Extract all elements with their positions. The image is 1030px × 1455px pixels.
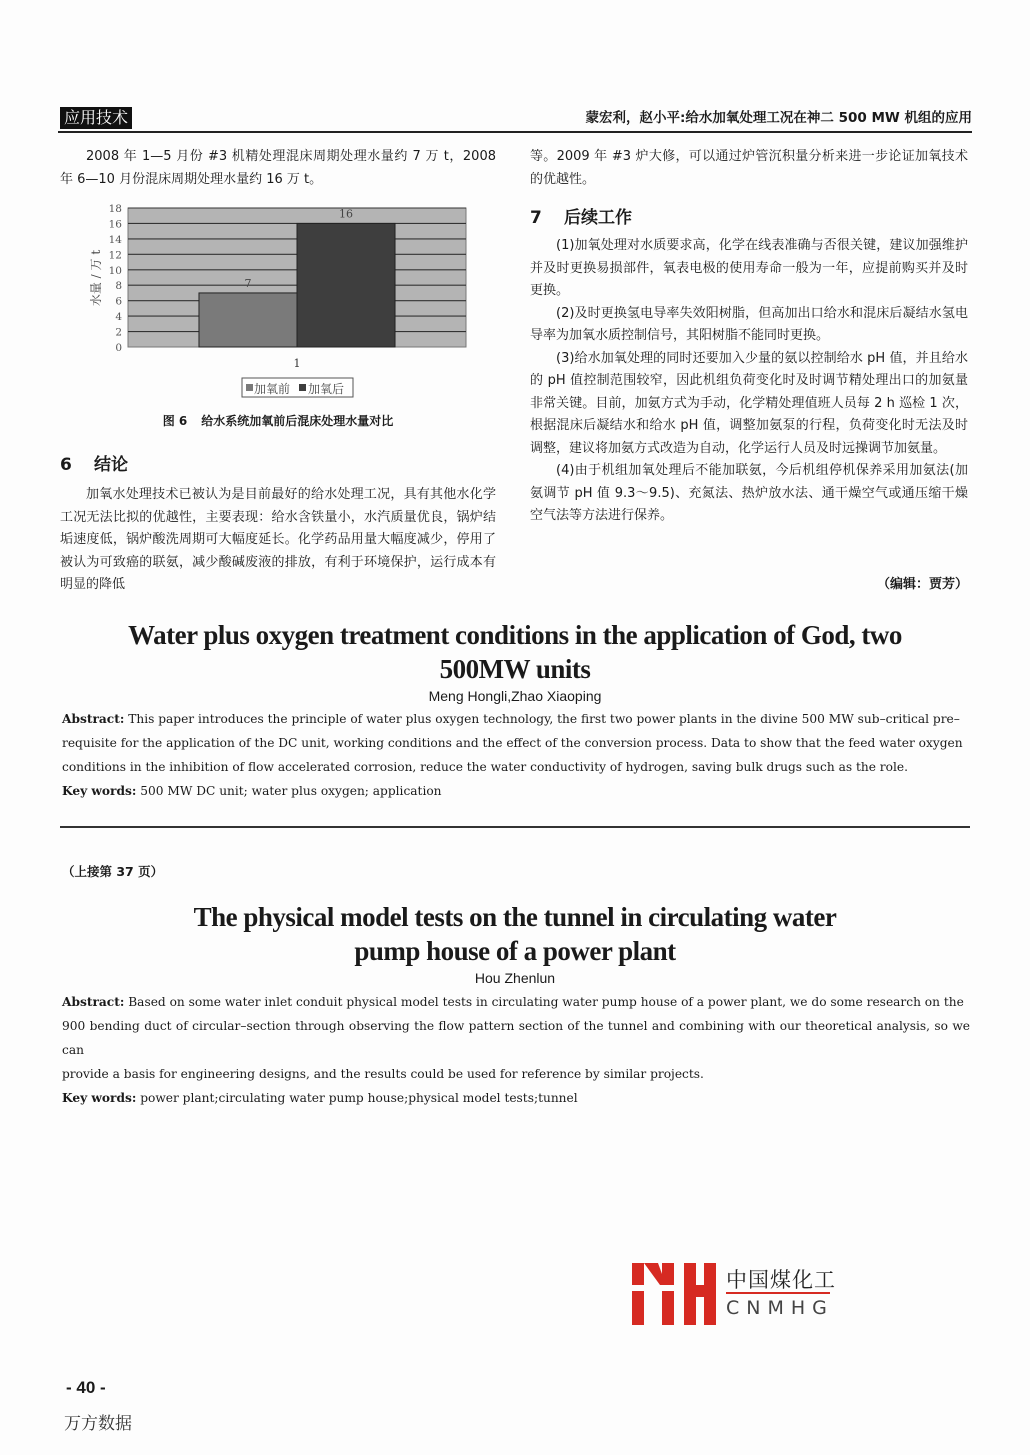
bar-data-label: 7: [244, 276, 252, 290]
continued-paragraph: 等。2009 年 #3 炉大修，可以通过炉管沉积量分析来进一步论证加氧技术的优越性。: [530, 149, 968, 187]
title-line: The physical model tests on the tunnel in circulating water: [193, 902, 837, 932]
followup-item: (1)加氧处理对水质要求高，化学在线表准确与否很关键，建议加强维护并及时更换易损部件，氧表电极的使用寿命一般为一年，应提前购买并及时更换。: [530, 238, 968, 298]
y-tick-label: 8: [115, 280, 122, 293]
section-tag: 应用技术: [60, 107, 132, 129]
keywords: power plant;circulating water pump house;physical model tests;tunnel: [140, 1091, 578, 1105]
figure-title: 给水系统加氧前后混床处理水量对比: [201, 414, 394, 428]
abstract-line: provide a basis for engineering designs, and the results could be used for reference by similar projects.: [62, 1067, 704, 1081]
section-7-heading: [530, 203, 968, 228]
keywords-label: Key words:: [62, 784, 137, 798]
abstract-line: Based on some water inlet conduit physical model tests in circulating water pump house of a power plant, we do some research on the: [128, 995, 964, 1009]
bar-before: [199, 293, 297, 347]
legend-swatch-after: [299, 384, 306, 391]
bar-chart: [70, 198, 490, 408]
logo-en-text: CNMHG: [726, 1297, 834, 1319]
english-authors-1: Meng Hongli,Zhao Xiaoping: [428, 688, 602, 704]
abstract-line: conditions in the inhibition of flow accelerated corrosion, reduce the water conductivity of hydrogen, saving bulk drugs such as the role.: [62, 760, 908, 774]
y-tick-label: 12: [108, 249, 122, 262]
bar-after: [297, 223, 395, 347]
legend-swatch-before: [246, 384, 253, 391]
logo-cn-text: 中国煤化工: [726, 1268, 836, 1292]
y-tick-label: 18: [108, 203, 122, 215]
section-title: 结论: [94, 455, 128, 475]
keywords: 500 MW DC unit; water plus oxygen; application: [140, 784, 442, 798]
cnmhg-logo-icon: [632, 1263, 716, 1325]
y-tick-label: 4: [115, 311, 122, 324]
followup-item: (4)由于机组加氧处理后不能加联氨，今后机组停机保养采用加氨法(加氨调节 pH 值 9.3～9.5)、充氮法、热炉放水法、通干燥空气或通压缩干燥空气法等方法进行保养。: [530, 463, 968, 523]
abstract-label: Abstract:: [62, 712, 125, 726]
section-number: 7: [530, 208, 542, 228]
section-divider: [60, 826, 970, 828]
abstract-label: Abstract:: [62, 995, 125, 1009]
figure-caption: [60, 412, 496, 429]
running-head: 蒙宏利，赵小平:给水加氧处理工况在神二 500 MW 机组的应用: [585, 110, 972, 126]
editor-note: （编辑：贾芳）: [876, 577, 968, 592]
english-abstract-1: [62, 707, 970, 803]
abstract-line: 900 bending duct of circular–section through observing the flow pattern section of the tunnel and combining with our theoretical analysis, so we can: [62, 1019, 970, 1057]
y-tick-label: 6: [115, 295, 122, 308]
title-line: Water plus oxygen treatment conditions in the application of God, two: [128, 620, 902, 650]
keywords-label: Key words:: [62, 1091, 137, 1105]
y-tick-labels: [109, 203, 123, 354]
legend-label-before: 加氧前: [254, 382, 291, 396]
section-title: 后续工作: [564, 208, 632, 228]
abstract-line: requisite for the application of the DC unit, working conditions and the effect of the conversion process. Data to show that the feed water oxygen: [62, 736, 963, 750]
section-6-heading: [60, 450, 496, 475]
y-tick-label: 14: [108, 233, 122, 246]
page-number: - 40 -: [66, 1378, 106, 1397]
english-authors-2: Hou Zhenlun: [474, 970, 556, 986]
section-number: 6: [60, 455, 72, 475]
bar-data-label: 16: [339, 207, 354, 221]
y-tick-label: 2: [115, 326, 122, 339]
y-tick-label: 0: [115, 342, 122, 354]
conclusion-paragraph: 加氧水处理技术已被认为是目前最好的给水处理工况，具有其他水化学工况无法比拟的优越性，主要表现：给水含铁量小，水汽质量优良，锅炉结垢速度低，锅炉酸洗周期可大幅度延长。化学药品用量大幅度减少，停用了被认为可致癌的联氨，减少酸碱废液的排放，有利于环境保护，运行成本有明显的降低: [60, 487, 496, 592]
chart-legend: [242, 378, 353, 397]
header-rule: [58, 131, 972, 133]
title-line: pump house of a power plant: [354, 936, 676, 966]
english-abstract-2: [62, 990, 970, 1110]
followup-item: (2)及时更换氢电导率失效阳树脂，但高加出口给水和混床后凝结水氢电导率为加氧水质控制信号，其阳树脂不能同时更换。: [530, 305, 968, 343]
y-tick-label: 16: [108, 218, 122, 231]
title-line: 500MW units: [439, 654, 591, 684]
logo-divider: [726, 1292, 830, 1294]
chart-plot-area: [128, 207, 466, 347]
legend-label-after: 加氧后: [308, 382, 345, 396]
followup-item: (3)给水加氧处理的同时还要加入少量的氨以控制给水 pH 值，并且给水的 pH 值控制范围较窄，因此机组负荷变化时及时调节精处理出口的加氨量非常关键。目前，加氨方式为手动，化学精处理值班人员每 2 h 巡检 1 次，根据混床后凝结水和给水 pH 值，调整加氨泵的行程，负荷变化时无法及时调整，建议将加氨方式改造为自动，化学运行人员及时远操调节加氨量。: [530, 350, 968, 456]
y-axis-label: 水量 / 万 t: [89, 249, 103, 307]
abstract-line: This paper introduces the principle of water plus oxygen technology, the first two power plants in the divine 500 MW sub–critical pre–: [128, 712, 960, 726]
followup-list: [530, 235, 968, 528]
intro-paragraph: 2008 年 1—5 月份 #3 机精处理混床周期处理水量约 7 万 t，2008 年 6—10 月份混床周期处理水量约 16 万 t。: [60, 149, 496, 187]
english-title-2: [60, 900, 970, 968]
continuation-note: （上接第 37 页）: [62, 864, 164, 879]
source-watermark: 万方数据: [64, 1414, 132, 1434]
figure-number: 图 6: [162, 414, 188, 428]
english-title-1: [60, 618, 970, 686]
x-tick-label: 1: [293, 357, 301, 370]
y-tick-label: 10: [108, 264, 122, 277]
